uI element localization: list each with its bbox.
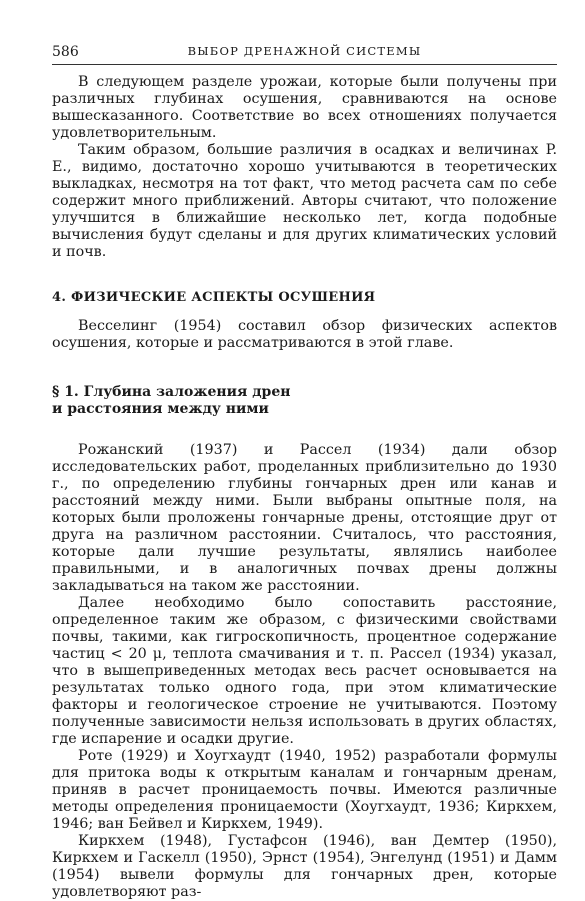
page-body [52, 74, 557, 901]
spacer [52, 306, 557, 318]
paragraph-1: В следующем разделе урожаи, которые были получены при различных глубинах осушения, сравниваются на основе вышесказанного. Соответствие во всех отношениях получается удовлетворительным. [52, 74, 557, 141]
header-rule [52, 64, 557, 65]
paragraph-5: Далее необходимо было сопоставить расстояние, определенное таким же образом, с физическими свойствами почвы, такими, как гигроскопичность, процентное содержание частиц < 20 μ, теплота смачивания и т. п. Рассел (1934) указал, что в вышеприведенных методах весь расчет основывается на результатах только одного года, при этом климатические факторы и геологическое строение не учитываются. Поэтому полученные зависимости нельзя использовать в других областях, где испарение и осадки другие. [52, 595, 557, 747]
section-heading: 4. ФИЗИЧЕСКИЕ АСПЕКТЫ ОСУШЕНИЯ [52, 290, 376, 305]
page-header [52, 30, 557, 58]
paragraph-2: Таким образом, большие различия в осадках и величинах P. E., видимо, достаточно хорошо учитываются в теоретических выкладках, несмотря на тот факт, что метод расчета сам по себе содержит много приближений. Авторы считают, что положение улучшится в ближайшие несколько лет, когда подобные вычисления будут сделаны и для других климатических условий и почв. [52, 142, 557, 260]
subsection-heading-line-1: § 1. Глубина заложения дрен [52, 384, 291, 400]
running-title: ВЫБОР ДРЕНАЖНОЙ СИСТЕМЫ [187, 44, 422, 58]
spacer [52, 418, 557, 442]
page-number: 586 [52, 44, 79, 60]
paragraph-6: Роте (1929) и Хоугхаудт (1940, 1952) разработали формулы для притока воды к открытым каналам и гончарным дренам, приняв в расчет проницаемость почвы. Имеются различные методы определения проницаемости (Хоугхаудт, 1936; Киркхем, 1946; ван Бейвел и Киркхем, 1949). [52, 748, 557, 832]
paragraph-3: Весселинг (1954) составил обзор физических аспектов осушения, которые и рассматриваются в этой главе. [52, 318, 557, 351]
paragraph-7: Киркхем (1948), Густафсон (1946), ван Демтер (1950), Киркхем и Гаскелл (1950), Эрнст (1954), Энгелунд (1951) и Дамм (1954) вывели формулы для гончарных дрен, которые удовлетворяют раз- [52, 833, 557, 900]
paragraph-4: Рожанский (1937) и Рассел (1934) дали обзор исследовательских работ, проделанных приблизительно до 1930 г., по определению глубины гончарных дрен или канав и расстояний между ними. Были выбраны опытные поля, на которых были проложены гончарные дрены, отстоящие друг от друга на различном расстоянии. Считалось, что расстояния, которые дали лучшие результаты, являлись наиболее правильными, и в аналогичных почвах дрены должны закладываться на таком же расстоянии. [52, 442, 557, 594]
spacer [52, 352, 557, 384]
subsection-heading-line-2: и расстояния между ними [52, 401, 269, 417]
spacer [52, 261, 557, 289]
